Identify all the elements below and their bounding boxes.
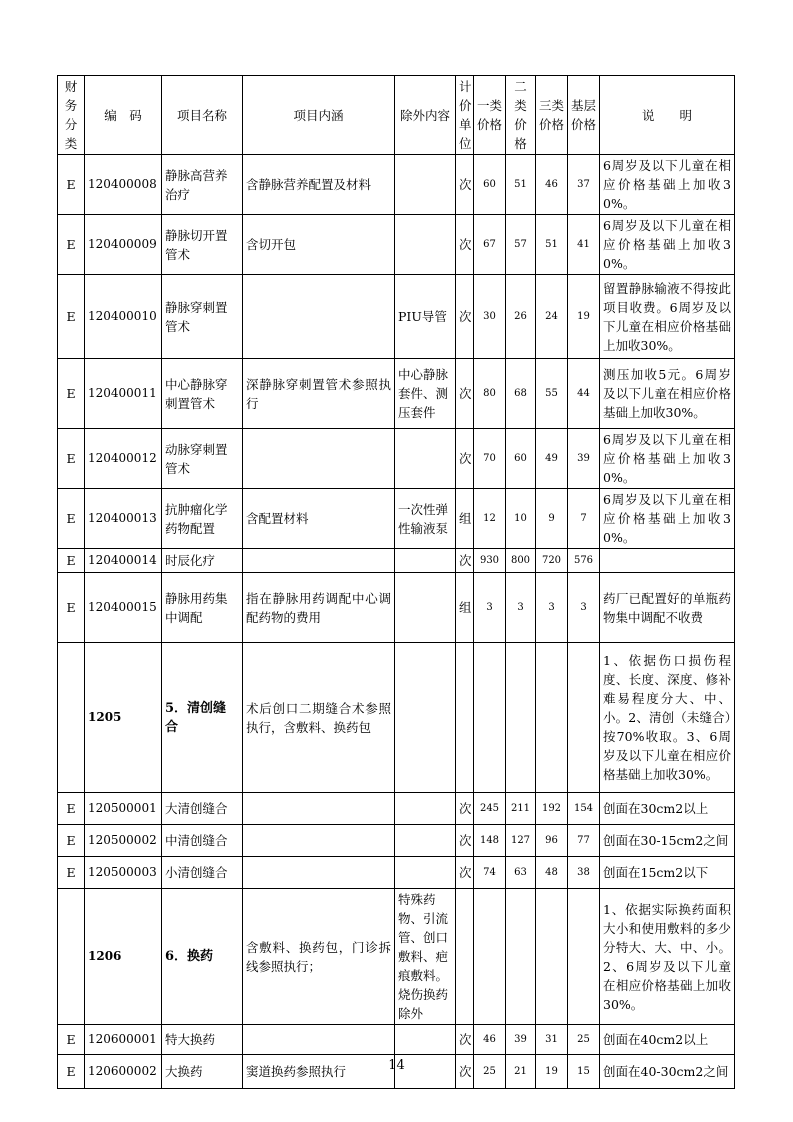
price2-cell: 21	[506, 1055, 536, 1089]
header-name: 项目名称	[162, 76, 243, 155]
price-table	[57, 75, 735, 1089]
header-category: 财务分类	[58, 76, 85, 155]
price-base-cell: 25	[568, 1025, 600, 1055]
name-cell: 6．换药	[162, 889, 243, 1025]
content-cell: 含静脉营养配置及材料	[243, 155, 395, 215]
content-cell: 含配置材料	[243, 489, 395, 549]
table-row	[58, 825, 735, 857]
table-row	[58, 359, 735, 429]
excluded-cell	[395, 857, 456, 889]
price-base-cell: 154	[568, 793, 600, 825]
price1-cell: 60	[474, 155, 506, 215]
code-cell: 120400012	[85, 429, 162, 489]
name-cell: 小清创缝合	[162, 857, 243, 889]
header-row	[58, 76, 735, 155]
price-base-cell: 38	[568, 857, 600, 889]
header-unit: 计价单位	[456, 76, 474, 155]
price3-cell	[536, 889, 568, 1025]
content-cell: 含敷料、换药包，门诊拆线参照执行；	[243, 889, 395, 1025]
name-cell: 中心静脉穿刺置管术	[162, 359, 243, 429]
category-cell: E	[58, 1055, 85, 1089]
content-cell	[243, 857, 395, 889]
name-cell: 抗肿瘤化学药物配置	[162, 489, 243, 549]
unit-cell: 次	[456, 857, 474, 889]
section-row	[58, 643, 735, 793]
price1-cell: 80	[474, 359, 506, 429]
price3-cell: 19	[536, 1055, 568, 1089]
price-base-cell: 3	[568, 573, 600, 643]
table-row	[58, 275, 735, 359]
price2-cell: 60	[506, 429, 536, 489]
note-cell: 测压加收5元。6周岁及以下儿童在相应价格基础上加收30%。	[600, 359, 735, 429]
price2-cell: 211	[506, 793, 536, 825]
name-cell: 5．清创缝合	[162, 643, 243, 793]
price1-cell: 30	[474, 275, 506, 359]
table-row	[58, 549, 735, 573]
note-cell: 创面在30cm2以上	[600, 793, 735, 825]
price3-cell: 46	[536, 155, 568, 215]
unit-cell: 次	[456, 155, 474, 215]
price-base-cell: 37	[568, 155, 600, 215]
excluded-cell: 中心静脉套件、测压套件	[395, 359, 456, 429]
note-cell: 创面在15cm2以下	[600, 857, 735, 889]
header-content: 项目内涵	[243, 76, 395, 155]
category-cell	[58, 889, 85, 1025]
note-cell: 创面在30-15cm2之间	[600, 825, 735, 857]
name-cell: 大换药	[162, 1055, 243, 1089]
content-cell	[243, 793, 395, 825]
header-price-base: 基层价格	[568, 76, 600, 155]
unit-cell: 次	[456, 429, 474, 489]
note-cell: 1、依据伤口损伤程度、长度、深度、修补难易程度分大、中、小。2、清创（未缝合）按70%收取。3、6周岁及以下儿童在相应价格基础上加收30%。	[600, 643, 735, 793]
price1-cell: 930	[474, 549, 506, 573]
header-code: 编 码	[85, 76, 162, 155]
table-row	[58, 857, 735, 889]
category-cell: E	[58, 489, 85, 549]
excluded-cell	[395, 793, 456, 825]
unit-cell: 次	[456, 793, 474, 825]
table-row	[58, 429, 735, 489]
excluded-cell	[395, 215, 456, 275]
excluded-cell	[395, 1025, 456, 1055]
note-cell: 创面在40-30cm2之间	[600, 1055, 735, 1089]
price-base-cell: 576	[568, 549, 600, 573]
header-price3: 三类价格	[536, 76, 568, 155]
unit-cell: 次	[456, 1025, 474, 1055]
header-note: 说 明	[600, 76, 735, 155]
price2-cell: 63	[506, 857, 536, 889]
code-cell: 120400010	[85, 275, 162, 359]
category-cell: E	[58, 275, 85, 359]
excluded-cell: 一次性弹性输液泵	[395, 489, 456, 549]
note-cell: 药厂已配置好的单瓶药物集中调配不收费	[600, 573, 735, 643]
code-cell: 120400015	[85, 573, 162, 643]
name-cell: 中清创缝合	[162, 825, 243, 857]
price2-cell: 26	[506, 275, 536, 359]
table-row	[58, 489, 735, 549]
price3-cell: 49	[536, 429, 568, 489]
code-cell: 1206	[85, 889, 162, 1025]
header-excluded: 除外内容	[395, 76, 456, 155]
price1-cell: 74	[474, 857, 506, 889]
note-cell: 6周岁及以下儿童在相应价格基础上加收30%。	[600, 155, 735, 215]
price3-cell: 24	[536, 275, 568, 359]
price-base-cell: 15	[568, 1055, 600, 1089]
content-cell	[243, 549, 395, 573]
table-row	[58, 215, 735, 275]
price3-cell	[536, 643, 568, 793]
content-cell: 深静脉穿刺置管术参照执行	[243, 359, 395, 429]
note-cell	[600, 549, 735, 573]
name-cell: 静脉用药集中调配	[162, 573, 243, 643]
price-base-cell	[568, 643, 600, 793]
price2-cell: 3	[506, 573, 536, 643]
note-cell: 6周岁及以下儿童在相应价格基础上加收30%。	[600, 489, 735, 549]
excluded-cell: PIU导管	[395, 275, 456, 359]
note-cell: 创面在40cm2以上	[600, 1025, 735, 1055]
page-number: 14	[388, 1058, 405, 1073]
price2-cell: 127	[506, 825, 536, 857]
price2-cell: 10	[506, 489, 536, 549]
note-cell: 6周岁及以下儿童在相应价格基础上加收30%。	[600, 215, 735, 275]
code-cell: 120400013	[85, 489, 162, 549]
content-cell	[243, 275, 395, 359]
excluded-cell	[395, 643, 456, 793]
unit-cell: 次	[456, 359, 474, 429]
name-cell: 大清创缝合	[162, 793, 243, 825]
category-cell: E	[58, 793, 85, 825]
price1-cell: 3	[474, 573, 506, 643]
content-cell	[243, 1025, 395, 1055]
excluded-cell	[395, 825, 456, 857]
note-cell: 6周岁及以下儿童在相应价格基础上加收30%。	[600, 429, 735, 489]
price2-cell: 39	[506, 1025, 536, 1055]
price1-cell	[474, 643, 506, 793]
price1-cell: 46	[474, 1025, 506, 1055]
price3-cell: 31	[536, 1025, 568, 1055]
name-cell: 时辰化疗	[162, 549, 243, 573]
price2-cell: 68	[506, 359, 536, 429]
unit-cell: 组	[456, 573, 474, 643]
content-cell: 窦道换药参照执行	[243, 1055, 395, 1089]
name-cell: 静脉穿刺置管术	[162, 275, 243, 359]
code-cell: 120500001	[85, 793, 162, 825]
content-cell	[243, 825, 395, 857]
excluded-cell: 特殊药物、引流管、创口敷料、疤痕敷料。烧伤换药除外	[395, 889, 456, 1025]
excluded-cell	[395, 573, 456, 643]
price2-cell: 51	[506, 155, 536, 215]
price1-cell: 12	[474, 489, 506, 549]
price-base-cell	[568, 889, 600, 1025]
unit-cell: 组	[456, 489, 474, 549]
code-cell: 120600001	[85, 1025, 162, 1055]
unit-cell: 次	[456, 549, 474, 573]
price1-cell: 245	[474, 793, 506, 825]
price1-cell	[474, 889, 506, 1025]
category-cell	[58, 643, 85, 793]
price2-cell: 800	[506, 549, 536, 573]
table-row	[58, 573, 735, 643]
code-cell: 120400011	[85, 359, 162, 429]
category-cell: E	[58, 573, 85, 643]
price2-cell	[506, 643, 536, 793]
category-cell: E	[58, 825, 85, 857]
price3-cell: 192	[536, 793, 568, 825]
price3-cell: 48	[536, 857, 568, 889]
unit-cell: 次	[456, 215, 474, 275]
table-row	[58, 1025, 735, 1055]
code-cell: 120500002	[85, 825, 162, 857]
category-cell: E	[58, 359, 85, 429]
price-base-cell: 7	[568, 489, 600, 549]
section-row	[58, 889, 735, 1025]
excluded-cell	[395, 429, 456, 489]
note-cell: 留置静脉输液不得按此项目收费。6周岁及以下儿童在相应价格基础上加收30%。	[600, 275, 735, 359]
price-base-cell: 39	[568, 429, 600, 489]
code-cell: 120400009	[85, 215, 162, 275]
price1-cell: 70	[474, 429, 506, 489]
header-price1: 一类价格	[474, 76, 506, 155]
price-base-cell: 77	[568, 825, 600, 857]
price-base-cell: 44	[568, 359, 600, 429]
price3-cell: 51	[536, 215, 568, 275]
name-cell: 特大换药	[162, 1025, 243, 1055]
content-cell: 术后创口二期缝合术参照执行，含敷料、换药包	[243, 643, 395, 793]
price3-cell: 3	[536, 573, 568, 643]
content-cell	[243, 429, 395, 489]
unit-cell: 次	[456, 1055, 474, 1089]
price-base-cell: 41	[568, 215, 600, 275]
unit-cell	[456, 889, 474, 1025]
name-cell: 静脉切开置管术	[162, 215, 243, 275]
content-cell: 指在静脉用药调配中心调配药物的费用	[243, 573, 395, 643]
category-cell: E	[58, 857, 85, 889]
price3-cell: 720	[536, 549, 568, 573]
unit-cell	[456, 643, 474, 793]
code-cell: 120400014	[85, 549, 162, 573]
excluded-cell	[395, 155, 456, 215]
price3-cell: 55	[536, 359, 568, 429]
price1-cell: 67	[474, 215, 506, 275]
name-cell: 静脉高营养治疗	[162, 155, 243, 215]
price1-cell: 148	[474, 825, 506, 857]
category-cell: E	[58, 549, 85, 573]
code-cell: 120500003	[85, 857, 162, 889]
content-cell: 含切开包	[243, 215, 395, 275]
excluded-cell	[395, 549, 456, 573]
price1-cell: 25	[474, 1055, 506, 1089]
category-cell: E	[58, 1025, 85, 1055]
category-cell: E	[58, 155, 85, 215]
header-price2: 二类价格	[506, 76, 536, 155]
category-cell: E	[58, 215, 85, 275]
price3-cell: 9	[536, 489, 568, 549]
price2-cell: 57	[506, 215, 536, 275]
note-cell: 1、依据实际换药面积大小和使用敷料的多少分特大、大、中、小。2、6周岁及以下儿童在相应价格基础上加收30%。	[600, 889, 735, 1025]
category-cell: E	[58, 429, 85, 489]
price3-cell: 96	[536, 825, 568, 857]
price-base-cell: 19	[568, 275, 600, 359]
table-row	[58, 155, 735, 215]
price2-cell	[506, 889, 536, 1025]
unit-cell: 次	[456, 825, 474, 857]
code-cell: 120600002	[85, 1055, 162, 1089]
name-cell: 动脉穿刺置管术	[162, 429, 243, 489]
table-row	[58, 793, 735, 825]
unit-cell: 次	[456, 275, 474, 359]
code-cell: 120400008	[85, 155, 162, 215]
code-cell: 1205	[85, 643, 162, 793]
